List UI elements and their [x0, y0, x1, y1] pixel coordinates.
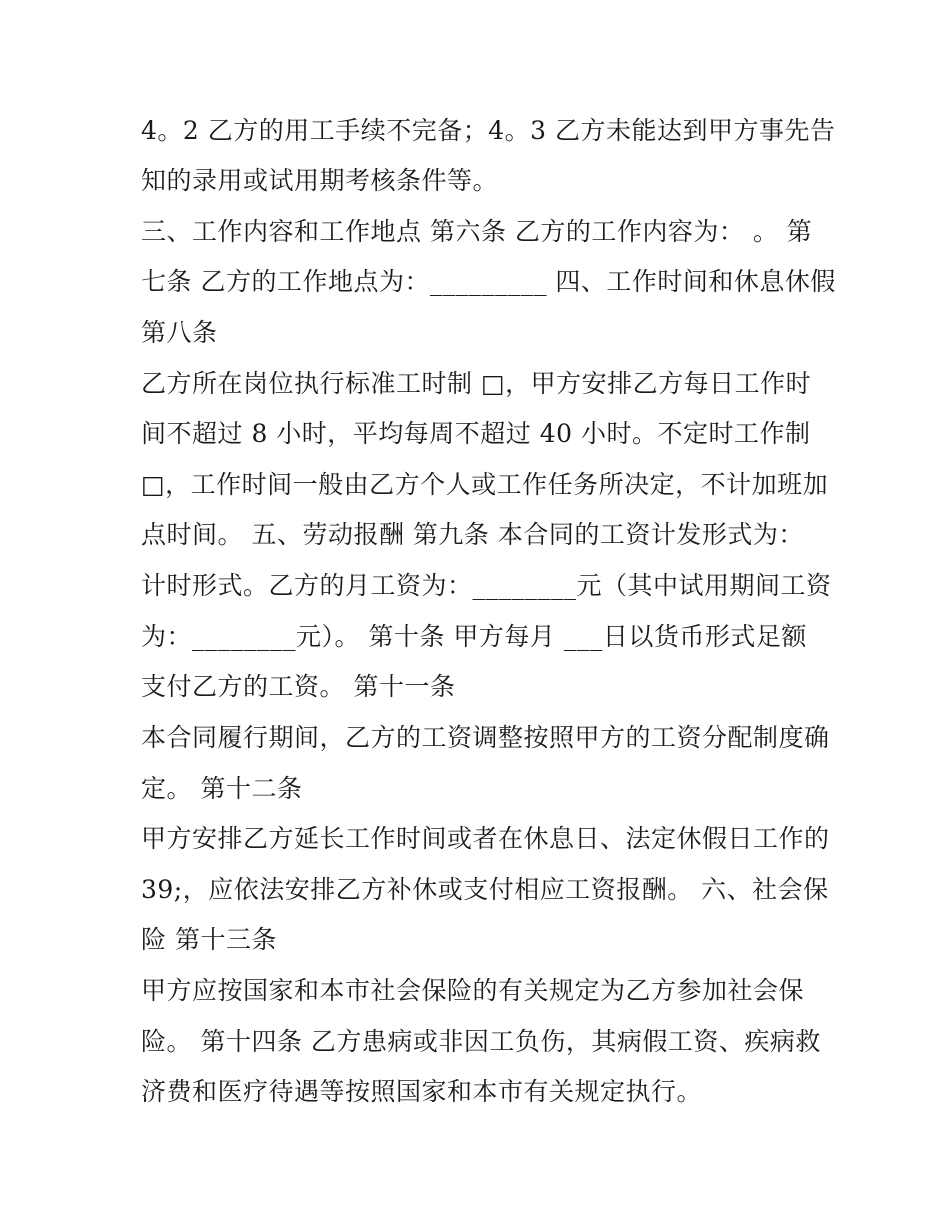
paragraph-line-12: 支付乙方的工资。 第十一条: [141, 672, 456, 701]
paragraph-line-11: 为：________元）。 第十条 甲方每月 ___日以货币形式足额: [141, 622, 807, 651]
paragraph-line-19: 险。 第十四条 乙方患病或非因工负伤，其病假工资、疾病救: [141, 1027, 821, 1056]
paragraph-line-17: 险 第十三条: [141, 925, 277, 954]
paragraph-line-13: 本合同履行期间，乙方的工资调整按照甲方的工资分配制度确: [141, 723, 830, 752]
paragraph-line-4: 七条 乙方的工作地点为：_________ 四、工作时间和休息休假: [141, 267, 836, 296]
paragraph-line-2: 知的录用或试用期考核条件等。: [141, 166, 499, 195]
paragraph-line-7: 间不超过 8 小时，平均每周不超过 40 小时。不定时工作制: [141, 419, 811, 448]
paragraph-line-3: 三、工作内容和工作地点 第六条 乙方的工作内容为： 。 第: [141, 217, 813, 246]
paragraph-line-9: 点时间。 五、劳动报酬 第九条 本合同的工资计发形式为：: [141, 520, 804, 549]
paragraph-line-16: 39;，应依法安排乙方补休或支付相应工资报酬。 六、社会保: [141, 875, 829, 904]
paragraph-line-14: 定。 第十二条: [141, 774, 303, 803]
paragraph-line-20: 济费和医疗待遇等按照国家和本市有关规定执行。: [141, 1077, 703, 1106]
paragraph-line-1: 4。2 乙方的用工手续不完备；4。3 乙方未能达到甲方事先告: [141, 116, 836, 145]
paragraph-line-10: 计时形式。乙方的月工资为：________元（其中试用期间工资: [141, 571, 832, 600]
paragraph-line-8: □，工作时间一般由乙方个人或工作任务所决定，不计加班加: [141, 470, 829, 499]
paragraph-line-5: 第八条: [141, 318, 218, 347]
paragraph-line-15: 甲方安排乙方延长工作时间或者在休息日、法定休假日工作的: [141, 824, 830, 853]
paragraph-line-18: 甲方应按国家和本市社会保险的有关规定为乙方参加社会保: [141, 976, 805, 1005]
paragraph-line-6: 乙方所在岗位执行标准工时制 □，甲方安排乙方每日工作时: [141, 369, 812, 398]
